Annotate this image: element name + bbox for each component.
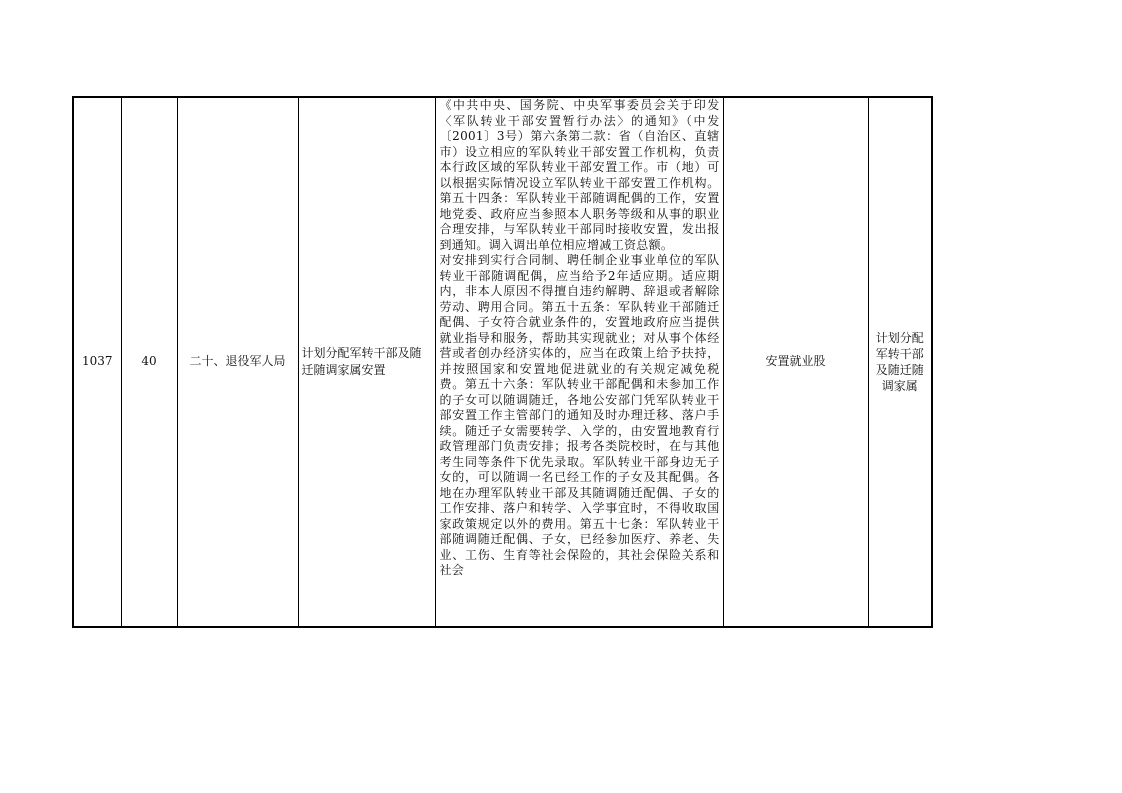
legal-basis-paragraph: 《中共中央、国务院、中央军事委员会关于印发〈军队转业干部安置暂行办法〉的通知》（中发〔2001〕3号）第六条第二款：省（自治区、直辖市）设立相应的军队转业干部安置工作机构，负责本行政区域的军队转业干部安置工作。市（地）可以根据实际情况设立军队转业干部安置工作机构。第五十四条：军队转业干部随调配偶的工作，安置地党委、政府应当参照本人职务等级和从事的职业合理安排，与军队转业干部同时接收安置，发出报到通知。调入调出单位相应增减工资总额。 <box>439 98 720 252</box>
cell-legal-basis <box>435 97 723 627</box>
table-row <box>73 97 932 627</box>
policy-table <box>72 96 933 628</box>
cell-department: 二十、退役军人局 <box>177 97 298 627</box>
cell-item-name: 计划分配军转干部及随迁随调家属安置 <box>298 97 435 627</box>
cell-service-item: 计划分配军转干部及随迁随调家属 <box>868 97 932 627</box>
cell-office: 安置就业股 <box>723 97 868 627</box>
cell-seq: 40 <box>121 97 177 627</box>
legal-basis-text <box>440 98 720 625</box>
cell-code: 1037 <box>73 97 121 627</box>
legal-basis-paragraph: 对安排到实行合同制、聘任制企业事业单位的军队转业干部随调配偶，应当给予2年适应期。适应期内，非本人原因不得擅自违约解聘、辞退或者解除劳动、聘用合同。第五十五条：军队转业干部随迁配偶、子女符合就业条件的，安置地政府应当提供就业指导和服务，帮助其实现就业；对从事个体经营或者创办经济实体的，应当在政策上给予扶持，并按照国家和安置地促进就业的有关规定减免税费。第五十六条：军队转业干部配偶和未参加工作的子女可以随调随迁，各地公安部门凭军队转业干部安置工作主管部门的通知及时办理迁移、落户手续。随迁子女需要转学、入学的，由安置地教育行政管理部门负责安排；报考各类院校时，在与其他考生同等条件下优先录取。军队转业干部身边无子女的，可以随调一名已经工作的子女及其配偶。各地在办理军队转业干部及其随调随迁配偶、子女的工作安排、落户和转学、入学事宜时，不得收取国家政策规定以外的费用。第五十七条：军队转业干部随调随迁配偶、子女，已经参加医疗、养老、失业、工伤、生育等社会保险的，其社会保险关系和社会 <box>439 253 720 577</box>
